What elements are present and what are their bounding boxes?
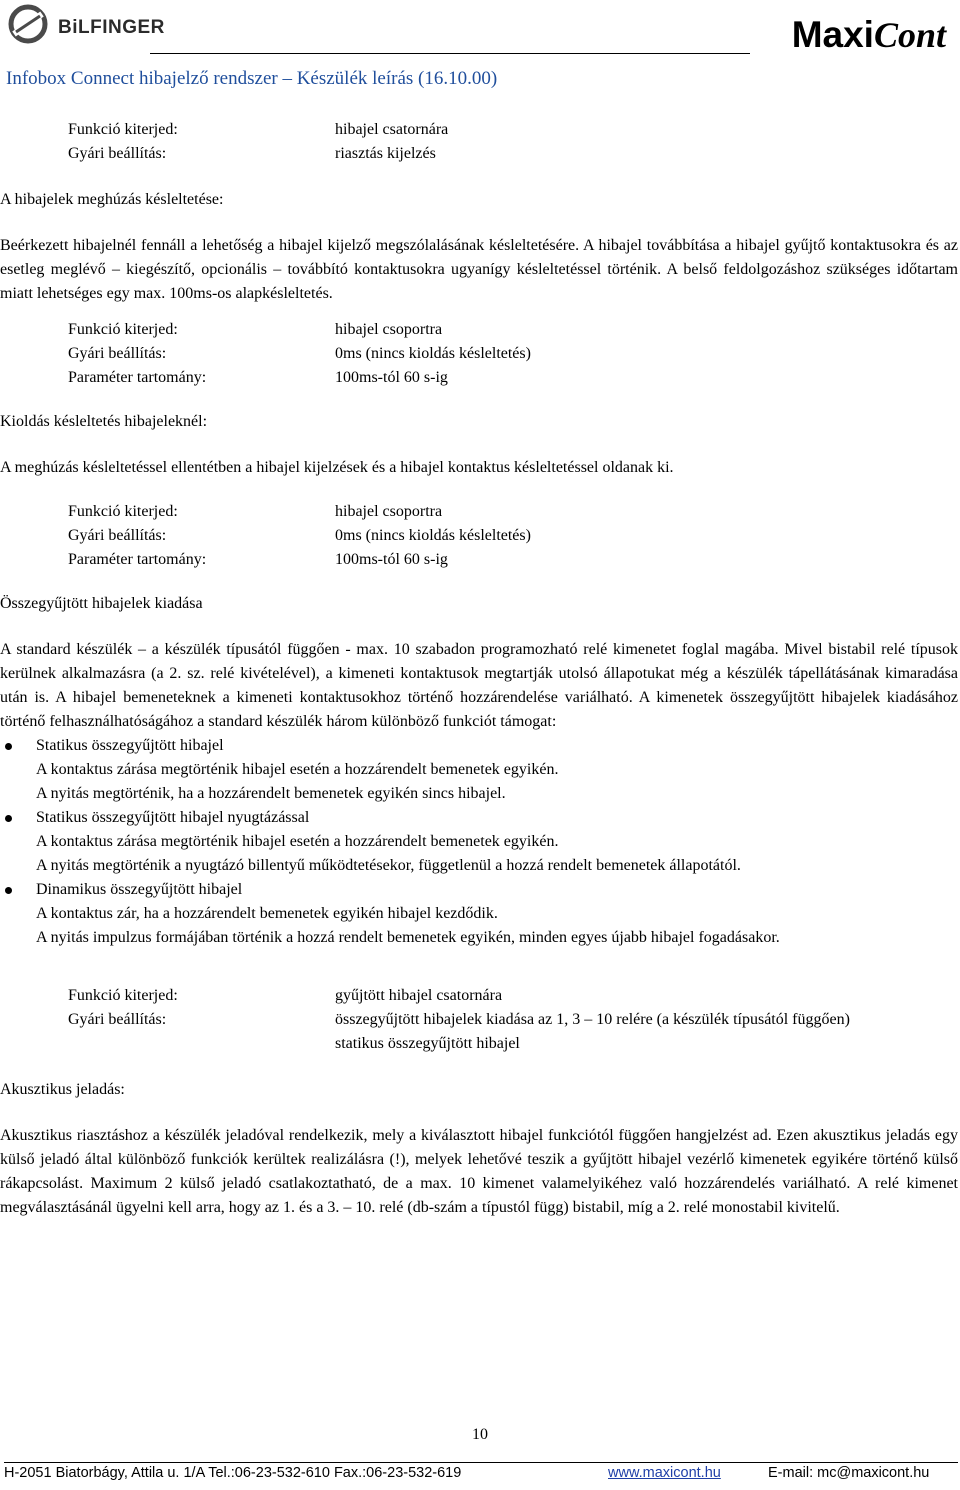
list-item-line: A kontaktus zárása megtörténik hibajel esetén a hozzárendelt bemenetek egyikén. — [36, 761, 559, 778]
header-rule — [150, 53, 750, 54]
brand-maxi: Maxi — [791, 14, 874, 55]
setting-value: hibajel csoportra — [335, 321, 443, 338]
section-heading-acoustic: Akusztikus jeladás: — [0, 1081, 125, 1098]
list-item — [0, 878, 960, 950]
setting-key: Funkció kiterjed: — [68, 321, 178, 338]
list-item-line: A nyitás megtörténik a nyugtázó billentyű működtetésekor, függetlenül a hozzá rendelt bemenetek állapotától. — [36, 857, 741, 874]
setting-key: Funkció kiterjed: — [68, 503, 178, 520]
setting-key: Funkció kiterjed: — [68, 987, 178, 1004]
setting-key: Paraméter tartomány: — [68, 551, 207, 568]
section-heading-pull-delay: A hibajelek meghúzás késleltetése: — [0, 191, 224, 208]
footer-rule — [4, 1462, 958, 1463]
settings-block-2 — [68, 318, 960, 390]
paragraph-release-delay: A meghúzás késleltetéssel ellentétben a hibajel kijelzések és a hibajel kontaktus késleltetéssel oldanak ki. — [0, 459, 674, 476]
setting-value: hibajel csoportra — [335, 503, 443, 520]
setting-key: Gyári beállítás: — [68, 527, 167, 544]
list-item-line: A nyitás megtörténik, ha a hozzárendelt bemenetek egyikén sincs hibajel. — [36, 785, 506, 802]
settings-block-1 — [68, 118, 960, 166]
settings-block-4 — [68, 984, 960, 1056]
setting-key: Funkció kiterjed: — [68, 121, 178, 138]
setting-value: 100ms-tól 60 s-ig — [335, 551, 448, 568]
footer-address: H-2051 Biatorbágy, Attila u. 1/A Tel.:06-23-532-610 Fax.:06-23-532-619 — [4, 1465, 462, 1481]
paragraph-pull-delay: Beérkezett hibajelnél fennáll a lehetőség a hibajel kijelző megszólalásának késleltetésére. A hibajel továbbítása a hibajel gyűjtő kontaktusokra és az esetleg meglévő – kiegészítő, opcionális – továbbító kontaktusokra ugyanígy késleltetéssel történik. A belső feldolgozáshoz szükséges időtartam miatt lehetséges egy max. 100ms-os alapkésleltetés. — [0, 237, 958, 302]
list-item-line: A nyitás impulzus formájában történik a hozzá rendelt bemenetek egyikén, minden egyes újabb hibajel fogadásakor. — [36, 929, 780, 946]
section-heading-release-delay: Kioldás késleltetés hibajeleknél: — [0, 413, 208, 430]
list-item-title: Dinamikus összegyűjtött hibajel — [36, 881, 243, 898]
setting-value: 0ms (nincs kioldás késleltetés) — [335, 527, 531, 544]
setting-value: összegyűjtött hibajelek kiadása az 1, 3 – 10 relére (a készülék típusától függően) — [335, 1011, 850, 1028]
setting-key: Gyári beállítás: — [68, 345, 167, 362]
paragraph-acoustic: Akusztikus riasztáshoz a készülék jeladóval rendelkezik, mely a kiválasztott hibajel funkciótól függően hangjelzést ad. Ezen akusztikus jeladás egy külső jeladó által különböző funkciók kerültek realizálásra (!), melyek lehetővé teszik a gyűjtött hibajel vezérlő kimenetek egyikére történő külső rákapcsolást. Maximum 2 külső jeladó csatlakoztatható, de a max. 10 kimenet valamelyikéhez való hozzárendelés variálható. A relé kimenet megválasztásánál ügyelni kell arra, hogy az 1. és a 3. – 10. relé (db-szám a típustól függ) bistabil, míg a 2. relé monostabil kivitelű. — [0, 1127, 958, 1216]
function-list — [0, 734, 960, 950]
brand-cont: Cont — [873, 15, 946, 55]
setting-value: riasztás kijelzés — [335, 145, 436, 162]
bilfinger-logo-icon — [6, 4, 50, 44]
website-link[interactable]: www.maxicont.hu — [608, 1465, 721, 1481]
page-number: 10 — [472, 1426, 488, 1443]
setting-value: gyűjtött hibajel csatornára — [335, 987, 503, 1004]
setting-key: Gyári beállítás: — [68, 1011, 167, 1028]
company-name: BiLFINGER — [58, 17, 165, 38]
section-heading-collected-errors: Összegyűjtött hibajelek kiadása — [0, 595, 203, 612]
bullet-icon — [5, 743, 12, 750]
list-item-title: Statikus összegyűjtött hibajel — [36, 737, 224, 754]
setting-key: Paraméter tartomány: — [68, 369, 207, 386]
footer — [4, 1465, 960, 1481]
setting-value: statikus összegyűjtött hibajel — [335, 1035, 520, 1052]
bullet-icon — [5, 887, 12, 894]
setting-key: Gyári beállítás: — [68, 145, 167, 162]
setting-value: hibajel csatornára — [335, 121, 449, 138]
list-item-line: A kontaktus zár, ha a hozzárendelt bemenetek egyikén hibajel kezdődik. — [36, 905, 498, 922]
bullet-icon — [5, 815, 12, 822]
bilfinger-logo — [6, 4, 165, 44]
setting-key — [68, 1032, 335, 1056]
document-body — [0, 118, 960, 1220]
paragraph-collected-errors: A standard készülék – a készülék típusától függően - max. 10 szabadon programozható relé kimenetet foglal magába. Mivel bistabil relé típusok kerülnek alkalmazásra (a 2. sz. relé kivételével), a kimeneti kontaktusok megtartják utolsó állapotukat még a készülék tápellátásának kimaradása után is. A hibajel bemeneteknek a kimeneti kontaktusokhoz történő hozzárendelése variálható. A kimenetek összegyűjtött hibajelek kiadásához történő felhasználhatóságához a standard készülék három különböző funkciót támogat: — [0, 641, 958, 730]
list-item — [0, 734, 960, 806]
list-item-title: Statikus összegyűjtött hibajel nyugtázással — [36, 809, 310, 826]
list-item-line: A kontaktus zárása megtörténik hibajel esetén a hozzárendelt bemenetek egyikén. — [36, 833, 559, 850]
document-title: Infobox Connect hibajelző rendszer – Készülék leírás (16.10.00) — [6, 68, 498, 89]
settings-block-3 — [68, 500, 960, 572]
footer-email[interactable]: E-mail: mc@maxicont.hu — [768, 1465, 930, 1481]
list-item — [0, 806, 960, 878]
setting-value: 0ms (nincs kioldás késleltetés) — [335, 345, 531, 362]
maxicont-logo — [792, 16, 946, 53]
setting-value: 100ms-tól 60 s-ig — [335, 369, 448, 386]
